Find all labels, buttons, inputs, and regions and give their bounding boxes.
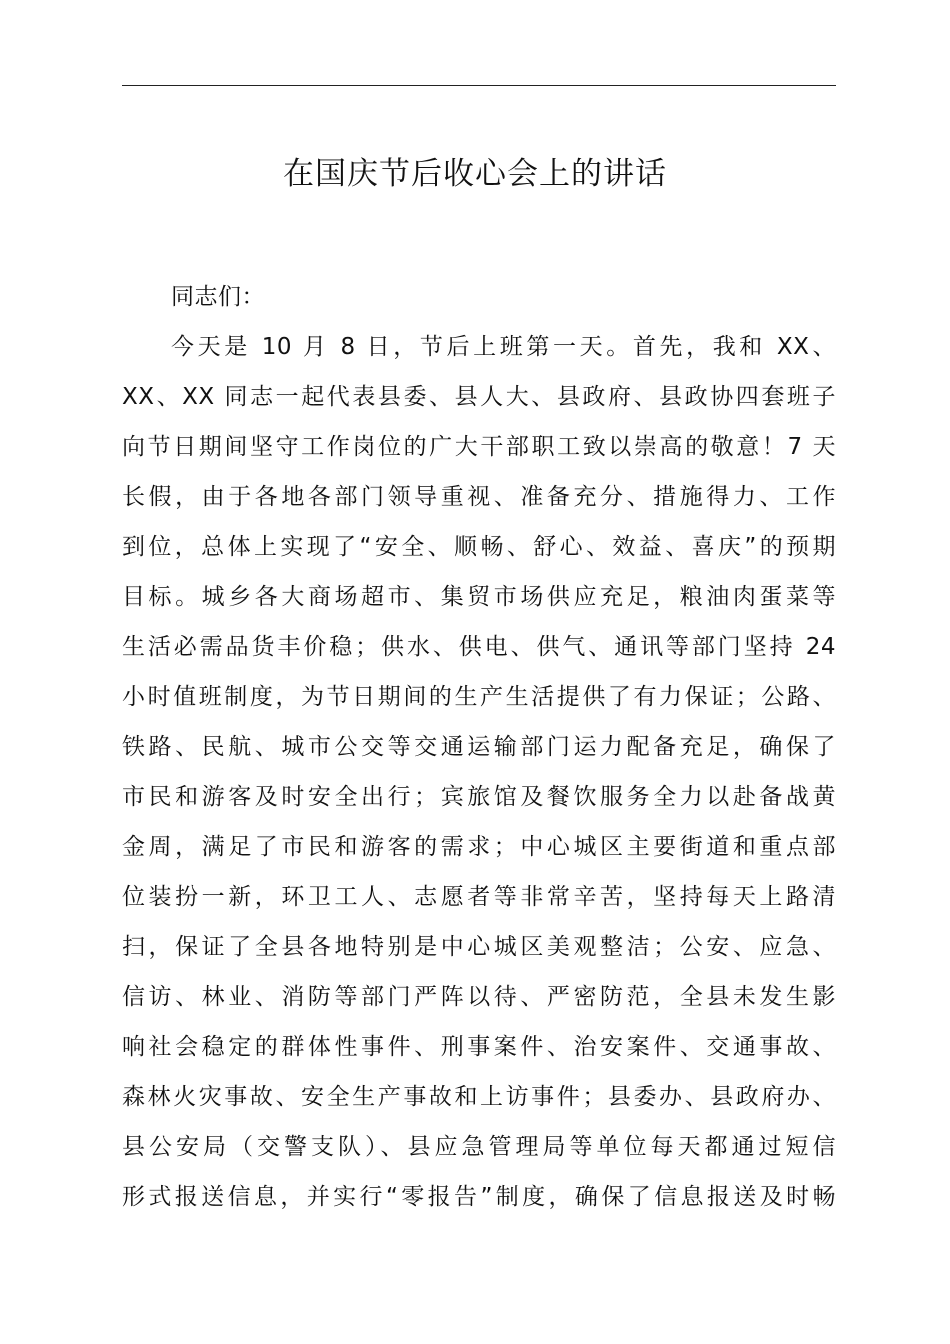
document-body xyxy=(122,272,836,1222)
body-line: 金周，满足了市民和游客的需求；中心城区主要街道和重点部 xyxy=(122,834,836,860)
body-line: 扫，保证了全县各地特别是中心城区美观整洁；公安、应急、 xyxy=(122,934,836,960)
body-line: 今天是 10 月 8 日，节后上班第一天。首先，我和 XX、 xyxy=(171,334,836,360)
body-line: 目标。城乡各大商场超市、集贸市场供应充足，粮油肉蛋菜等 xyxy=(122,584,836,610)
body-line: 位装扮一新，环卫工人、志愿者等非常辛苦，坚持每天上路清 xyxy=(122,884,836,910)
page-title: 在国庆节后收心会上的讲话 xyxy=(283,156,667,192)
body-line: 市民和游客及时安全出行；宾旅馆及餐饮服务全力以赴备战黄 xyxy=(122,784,836,810)
body-line: 信访、林业、消防等部门严阵以待、严密防范，全县未发生影 xyxy=(122,984,836,1010)
body-line: 向节日期间坚守工作岗位的广大干部职工致以崇高的敬意！7 天 xyxy=(122,434,836,460)
body-line: 长假，由于各地各部门领导重视、准备充分、措施得力、工作 xyxy=(122,484,836,510)
body-line: 森林火灾事故、安全生产事故和上访事件；县委办、县政府办、 xyxy=(122,1084,836,1110)
header-rule xyxy=(122,85,836,86)
body-line: 生活必需品货丰价稳；供水、供电、供气、通讯等部门坚持 24 xyxy=(122,634,836,660)
body-line: 响社会稳定的群体性事件、刑事案件、治安案件、交通事故、 xyxy=(122,1034,836,1060)
body-line: XX、XX 同志一起代表县委、县人大、县政府、县政协四套班子 xyxy=(122,384,836,410)
body-line: 形式报送信息，并实行“零报告”制度，确保了信息报送及时畅 xyxy=(122,1184,836,1210)
body-line: 到位，总体上实现了“安全、顺畅、舒心、效益、喜庆”的预期 xyxy=(122,534,836,560)
body-line: 铁路、民航、城市公交等交通运输部门运力配备充足，确保了 xyxy=(122,734,836,760)
salutation: 同志们： xyxy=(171,284,265,310)
body-line: 小时值班制度，为节日期间的生产生活提供了有力保证；公路、 xyxy=(122,684,836,710)
body-line: 县公安局（交警支队）、县应急管理局等单位每天都通过短信 xyxy=(122,1134,836,1160)
